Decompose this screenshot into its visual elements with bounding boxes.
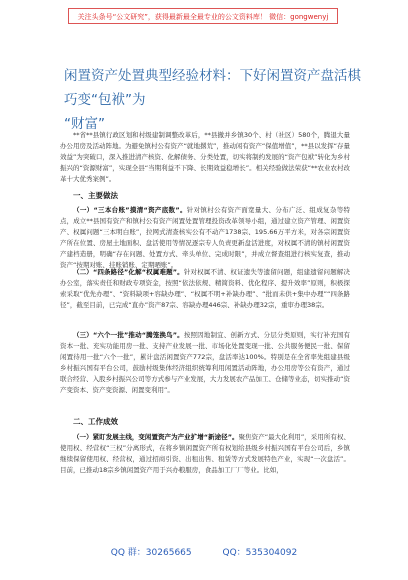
- qq-number: QQ：535304092: [222, 548, 298, 558]
- item2-body: 针对权属不清、权证遗失等遗留问题，组建遗留问题解决办公室，落实责任和财政专项资金，按照“依法依规、精简资料、优化程序、提升效率”原则，积极探索采取“优先办理”、“资料缺项+容缺办理”、“权属不明+补缺办理”、“批而未供+集中办理”“四条路径”，截至目前，已完成“直办”资产87宗、容缺办理446宗、补缺办理32宗，重审办理38宗。: [60, 268, 351, 309]
- item3-title: （三）“六个一批”推动“腾笼换鸟”。: [73, 331, 184, 339]
- section2-item1-title: （一）紧盯发展主线，变闲置资产为产业扩增“新途径”。: [73, 433, 239, 441]
- section1-item3: [60, 330, 350, 396]
- promo-banner[interactable]: 关注头条号“公文研究”，获得最新最全最专业的公文资料库！ 微信：gongwenyj: [68, 8, 338, 24]
- contact-footer: [0, 545, 408, 558]
- section1-item1: [60, 205, 350, 271]
- document-title: [64, 64, 364, 136]
- section1-heading: 一、主要做法: [73, 191, 118, 200]
- section2-item1-body: 聚焦资产“最大化利用”，采用所有权、使用权、经营权“三权”分离形式，在将乡镇闲置资产所有权划给县级乡村振兴国有平台公司后，乡镇继续保留使用权、经营权，通过招商引资、出租出售、租赁等方式发展特色产业，实现“一次盘活”。目前，已推动18宗乡镇闲置资产用于兴办粮服房，食品加工厂厂等业。比如，: [60, 433, 350, 474]
- item2-title: （二）“四条路径”化解“权属难题”。: [73, 268, 184, 276]
- item3-body: 按照因地制宜、创新方式、分层分类原则，实行补充国有资本一批、充实功能用房一批、支持产业发展一批、市场化处置变现一批、公共服务便民一批、保留闲置待用一批“六个一批”，累计盘活闲置资产772宗，盘活率达100%。特别是在全省率先组建县级乡村振兴国有平台公司，鼓励村级集体经济组织统筹利用闲置活动阵地，办公用房等公有资产，通过联合经营、入股乡村振兴公司等方式参与产业发展，大力发展农产品加工、仓储等业态，切实推动“资产变资本、资产变资源、闲置变利用”。: [60, 331, 351, 394]
- title-line-2: “财富”: [64, 116, 105, 132]
- item1-body: 针对镇村公有资产面宽量大、分布广泛、组成复杂等特点，成立**县国有资产和镇村公有资产闲置处置管理投资改革领导小组，通过建立资产管理、闲置资产、权属问题“三本明白账”，拉网式清查核实公有不动产1738宗、195.66万平方米，对各宗闲置资产所在位置、房屋土地面积、盘活使用等情况逐宗专人负责更新盘活进度，对权属不清的镇村闲置资产建档造册，明确“存在问题、处置方式、牵头单位、完成时限”，并成立督查组进行核实复查，推动资产“按期对账、挂账销账、定期晒账”。: [60, 206, 351, 269]
- item1-title: （一）“三本台账”摸清“资产底数”。: [73, 206, 187, 214]
- section2-item1: [60, 432, 350, 476]
- intro-paragraph: **省**县镇行政区划和村级建制调整改革后，**县撤并乡镇30个、村（社区）580个，腾退大量办公用房及活动阵地。为避免镇村公有资产“就地撂荒”，推动闲有资产“保值增值”，**县以发挥“存量效益”为突破口，深入推进清产核资、化解债务、分类处置，切实将制约发展的“资产包袱”转化为乡村振兴的“资源财富”，实现全县“当期利益不下降、长期效益稳增长”。相关经验做法荣获“**农业农村改革十大优秀案例”。: [60, 131, 350, 183]
- title-line-1: 闲置资产处置典型经验材料：下好闲置资产盘活棋 巧变“包袱”为: [64, 68, 361, 108]
- section2-heading: 二、工作成效: [73, 417, 118, 426]
- qq-group: QQ 群：30265665: [110, 548, 192, 558]
- section1-item2: [60, 267, 350, 311]
